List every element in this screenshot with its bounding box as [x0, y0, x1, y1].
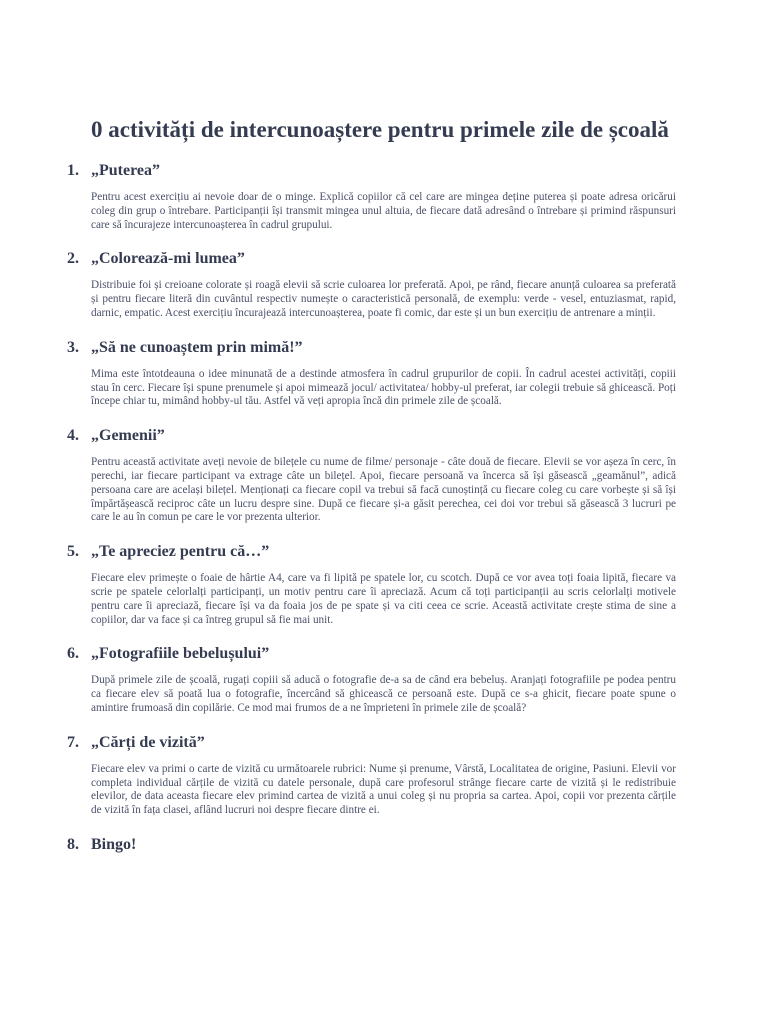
- section-paragraph: Mima este întotdeauna o idee minunată de a destinde atmosfera în cadrul grupurilor de copii. În cadrul acestei activități, copiii stau în cerc. Fiecare își spune prenumele și apoi mimează jocul/ activitatea/ hobby-ul preferat, iar colegii trebuie să ghicească. Poți începe chiar tu, mimând hobby-ul tău. Astfel vă veți apropia încă din primele zile de școală.: [91, 367, 676, 408]
- section-heading: [67, 248, 676, 270]
- section-2: [67, 248, 676, 320]
- section-5: [67, 541, 676, 627]
- section-heading: [67, 732, 676, 754]
- section-number: 6.: [67, 645, 79, 663]
- section-3: [67, 337, 676, 409]
- section-title: „Puterea”: [91, 162, 161, 179]
- section-heading: [67, 337, 676, 359]
- section-paragraph: Fiecare elev primește o foaie de hârtie A4, care va fi lipită pe spatele lor, cu scotch. După ce vor avea toți foaia lipită, fiecare va scrie pe spatele celorlalți participanți, un motiv pentru care îi apreciază. Acum că toți participanții au scris celorlalți motivele pentru care îi apreciază, fiecare își va da foaia jos de pe spate și va citi ceea ce scrie. Această activitate crește stima de sine a copiilor, dar va face și ca întreg grupul să fie mai unit.: [91, 572, 676, 626]
- section-paragraph: Fiecare elev va primi o carte de vizită cu următoarele rubrici: Nume și prenume, Vârstă, Localitatea de origine, Pasiuni. Elevii vor completa individual cărțile de vizită cu datele personale, după care profesorul strânge fiecare carte de vizită și le redistribuie elevilor, de data aceasta fiecare elev primind cartea de vizită a unui coleg și nu propria sa cartea. Apoi, copii vor prezenta cărțile de vizită în fața clasei, aflând lucruri noi despre fiecare dintre ei.: [91, 762, 676, 817]
- section-title: „Gemenii”: [91, 427, 165, 445]
- section-paragraph: Pentru această activitate aveți nevoie de bilețele cu nume de filme/ personaje - câte două de fiecare. Elevii se vor așeza în cerc, în perechi, iar fiecare participant va extrage câte un bilețel. Apoi, fiecare persoană va încerca să își găsească „geamănul”, adică persoana care are același bilețel. Menționați ca fiecare copil va trebui să facă cunoștință cu fiecare coleg cu care vorbește și să își împărtășească reciproc câte un lucru despre sine. După ce fiecare și-a găsit perechea, cei doi vor trebui să găsească 3 lucruri pe care le au în comun pe care le vor prezenta ulterior.: [91, 456, 676, 524]
- section-8: [67, 834, 676, 856]
- section-title: „Fotografiile bebelușului”: [91, 645, 270, 663]
- section-number: 5.: [67, 543, 79, 561]
- section-number: 8.: [67, 835, 79, 853]
- section-number: 1.: [67, 162, 79, 179]
- document-page: [67, 115, 676, 865]
- section-number: 7.: [67, 733, 79, 751]
- document-title: 0 activități de intercunoaștere pentru primele zile de școală: [91, 117, 669, 142]
- section-title: Bingo!: [91, 835, 137, 853]
- section-number: 2.: [67, 250, 79, 268]
- section-number: 3.: [67, 338, 79, 356]
- section-1: [67, 160, 676, 232]
- section-heading: [67, 425, 676, 447]
- section-heading: [67, 541, 676, 563]
- section-title: „Te apreciez pentru că…”: [91, 543, 270, 561]
- section-number: 4.: [67, 427, 79, 445]
- section-heading: [67, 834, 676, 856]
- section-title: „Colorează-mi lumea”: [91, 250, 245, 268]
- section-4: [67, 425, 676, 525]
- section-6: [67, 643, 676, 715]
- section-paragraph: După primele zile de școală, rugați copiii să aducă o fotografie de-a sa de când era bebeluș. Aranjați fotografiile pe podea pentru ca fiecare elev să poată lua o fotografie, încercând să ghicească ce persoană este. După ce s-a ghicit, fiecare poate spune o amintire frumoasă din copilărie. Ce mod mai frumos de a ne împrieteni în primele zile de școală?: [91, 674, 676, 714]
- section-title: „Să ne cunoaștem prin mimă!”: [91, 338, 303, 356]
- section-7: [67, 732, 676, 818]
- section-heading: [67, 160, 676, 182]
- section-title: „Cărți de vizită”: [91, 733, 205, 751]
- section-paragraph: Distribuie foi și creioane colorate și roagă elevii să scrie culoarea lor preferată. Apoi, pe rând, fiecare anunță culoarea sa preferată și pentru fiecare literă din cuvântul respectiv numește o caracteristică personală, de exemplu: verde - vesel, entuziasmat, rapid, darnic, empatic. Acest exercițiu încurajează intercunoașterea, poate fi comic, dar este și un bun exercițiu de antrenare a minții.: [91, 279, 676, 319]
- section-heading: [67, 643, 676, 665]
- section-paragraph: Pentru acest exercițiu ai nevoie doar de o minge. Explică copiilor că cel care are mingea deține puterea și poate adresa oricărui coleg din grup o întrebare. Participanții își transmit mingea unul altuia, de fiecare dată adresând o întrebare și primind răspunsuri care să încurajeze intercunoașterea în cadrul grupului.: [91, 191, 676, 231]
